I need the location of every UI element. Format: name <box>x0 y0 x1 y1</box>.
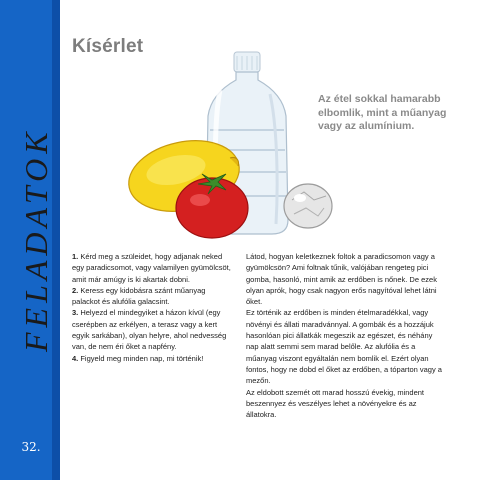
explanation-paragraph: Ez történik az erdőben is minden ételmaradékkal, vagy növényi és állati maradvánnyal. A gombák és a hozzájuk hasonlóan pici állatkák megeszik az egészet, és néhány nap alatt semmi sem marad belőle. Az alufólia és a műanyag viszont egyáltalán nem bomlik el. Ezért olyan fontos, hogy ne dobd el őket az erdőben, a tóparton vagy a mezőn. <box>246 308 442 386</box>
explanation-paragraph: Látod, hogyan keletkeznek foltok a paradicsomon vagy a gyümölcsön? Ami foltnak tűnik, valójában rengeteg pici gomba, hasonló, mint amik az erdőben is nőnek. De ezek olyan aprók, hogy csak nagyon erős nagyítóval lehet látni őket. <box>246 252 437 307</box>
step-number: 4. <box>72 353 79 363</box>
step-text: Keress egy kidobásra szánt műanyag palackot és alufólia galacsint. <box>72 285 206 307</box>
step-text: Helyezd el mindegyiket a házon kívül (egy cserépben az erkélyen, a terasz vagy a kert egyik sarkában), olyan helyre, ahol nedvesség van, de nem éri őket a napfény. <box>72 308 227 352</box>
foil-ball-image <box>284 184 332 228</box>
step-item <box>72 307 232 352</box>
step-number: 2. <box>72 285 79 295</box>
steps-column <box>72 251 232 364</box>
step-item <box>72 285 232 308</box>
step-item <box>72 353 232 364</box>
sidebar-label-svg <box>0 0 60 480</box>
illustration <box>118 50 358 250</box>
sidebar-label <box>0 0 60 480</box>
illustration-caption: Az étel sokkal hamarabb elbomlik, mint a műanyag vagy az alumínium. <box>318 93 447 133</box>
explanation-paragraph: Az eldobott szemét ott marad hosszú évekig, mindent beszennyez és veszélyes lehet a növényekre és az állatokra. <box>246 387 425 420</box>
page-number: 32. <box>21 440 41 454</box>
sidebar <box>0 0 60 480</box>
step-text: Kérd meg a szüleidet, hogy adjanak neked egy paradicsomot, vagy valamilyen gyümölcsöt, amit már amúgy is ki akartak dobni. <box>72 252 231 284</box>
explanation-column <box>246 251 446 420</box>
page-title: Kísérlet <box>72 36 144 57</box>
step-number: 3. <box>72 308 79 318</box>
sidebar-label-text: FELADATOK <box>18 127 54 352</box>
step-item <box>72 251 232 285</box>
step-number: 1. <box>72 252 79 261</box>
step-text: Figyeld meg minden nap, mi történik! <box>78 353 204 363</box>
